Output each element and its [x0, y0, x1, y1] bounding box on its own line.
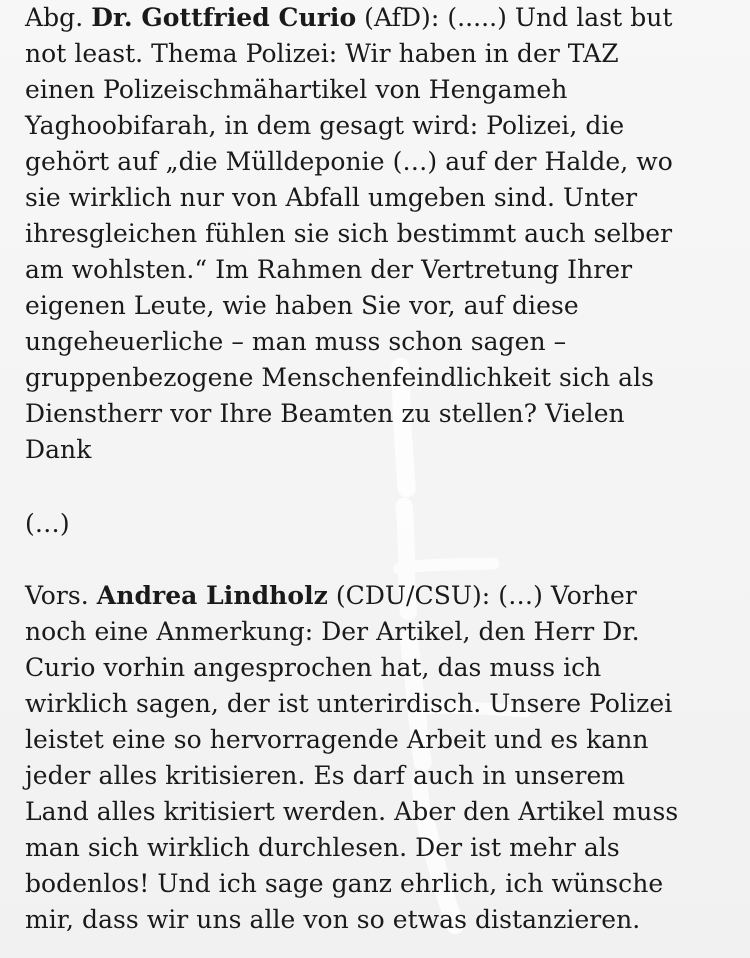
ellipsis-separator: (…): [25, 509, 70, 538]
speech-lindholz: [25, 578, 678, 938]
speech-curio: [25, 0, 673, 468]
speech-text: (AfD): (.....) Und last but not least. Thema Polizei: Wir haben in der TAZ einen Polizeischmähartikel von Hengameh Yaghoobifarah, in dem gesagt wird: Polizei, die gehört auf „die Mülldeponie (…) auf der Halde, wo sie wirklich nur von Abfall umgeben sind. Unter ihresgleichen fühlen sie sich bestimmt auch selber am wohlsten.“ Im Rahmen der Vertretung Ihrer eigenen Leute, wie haben Sie vor, auf diese ungeheuerliche – man muss schon sagen – gruppenbezogene Menschenfeindlichkeit sich als Dienstherr vor Ihre Beamten zu stellen? Vielen Dank: [25, 3, 673, 464]
speech-text: (CDU/CSU): (…) Vorher noch eine Anmerkung: Der Artikel, den Herr Dr. Curio vorhin angesprochen hat, das muss ich wirklich sagen, der ist unterirdisch. Unsere Polizei leistet eine so hervorragende Arbeit und es kann jeder alles kritisieren. Es darf auch in unserem Land alles kritisiert werden. Aber den Artikel muss man sich wirklich durchlesen. Der ist mehr als bodenlos! Und ich sage ganz ehrlich, ich wünsche mir, dass wir uns alle von so etwas distanzieren.: [25, 581, 679, 934]
speaker-name: Andrea Lindholz: [96, 581, 328, 610]
speaker-name: Dr. Gottfried Curio: [91, 3, 357, 32]
speaker-prefix: Abg.: [25, 3, 92, 32]
speaker-prefix: Vors.: [25, 581, 97, 610]
